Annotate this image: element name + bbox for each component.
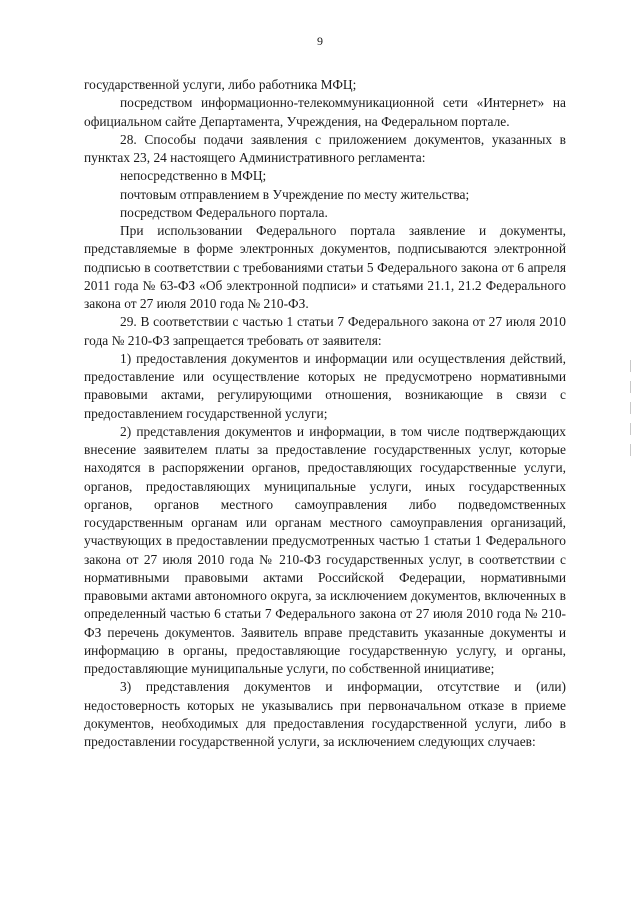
paragraph: 28. Способы подачи заявления с приложением документов, указанных в пунктах 23, 24 настоящего Административного регламента: (84, 131, 566, 165)
paragraph: посредством Федерального портала. (120, 204, 328, 220)
paragraph: 2) представления документов и информации, в том числе подтверждающих внесение заявителем платы за предоставление государственных услуг, которые находятся в распоряжении органов, предоставляющих государственные услуги, органов, предоставляющих муниципальные услуги, иных государственных органов, органов местного самоуправления либо подведомственных государственным органам или органам местного самоуправления организаций, участвующих в предоставлении предусмотренных частью 1 статьи 1 Федерального закона от 27 июля 2010 года № 210-ФЗ государственных услуг, в соответствии с нормативными правовыми актами Российской Федерации, нормативными правовыми актами автономного округа, за исключением документов, включенных в определенный частью 6 статьи 7 Федерального закона от 27 июля 2010 года № 210-ФЗ перечень документов. Заявитель вправе представить указанные документы и информацию в органы, предоставляющие государственную услугу, и органы, предоставляющие муниципальные услуги, по собственной инициативе; (84, 423, 566, 676)
paragraph: непосредственно в МФЦ; (120, 168, 267, 184)
paragraph: государственной услуги, либо работника МФЦ; (84, 77, 357, 92)
paragraph: 3) представления документов и информации, отсутствие и (или) недостоверность которых не указывались при первоначальном отказе в приеме документов, необходимых для предоставления государственной услуги, либо в предоставлении государственной услуги, за исключением следующих случаев: (84, 679, 566, 749)
scan-edge-marks (630, 360, 634, 465)
paragraph: почтовым отправлением в Учреждение по месту жительства; (120, 186, 470, 202)
paragraph: При использовании Федерального портала заявление и документы, представляемые в форме электронных документов, подписываются электронной подписью в соответствии с требованиями статьи 5 Федерального закона от 6 апреля 2011 года № 63-ФЗ «Об электронной подписи» и статьями 21.1, 21.2 Федерального закона от 27 июля 2010 года № 210-ФЗ. (84, 223, 566, 311)
paragraph: 29. В соответствии с частью 1 статьи 7 Федерального закона от 27 июля 2010 года № 210-ФЗ запрещается требовать от заявителя: (84, 314, 566, 348)
page-number: 9 (317, 34, 323, 48)
paragraph: посредством информационно-телекоммуникационной сети «Интернет» на официальном сайте Департамента, Учреждения, на Федеральном портале. (84, 95, 566, 129)
paragraph: 1) предоставления документов и информации или осуществления действий, предоставление или осуществление которых не предусмотрено нормативными правовыми актами, регулирующими отношения, возникающие в связи с предоставлением государственной услуги; (84, 350, 566, 421)
document-body (84, 76, 566, 751)
